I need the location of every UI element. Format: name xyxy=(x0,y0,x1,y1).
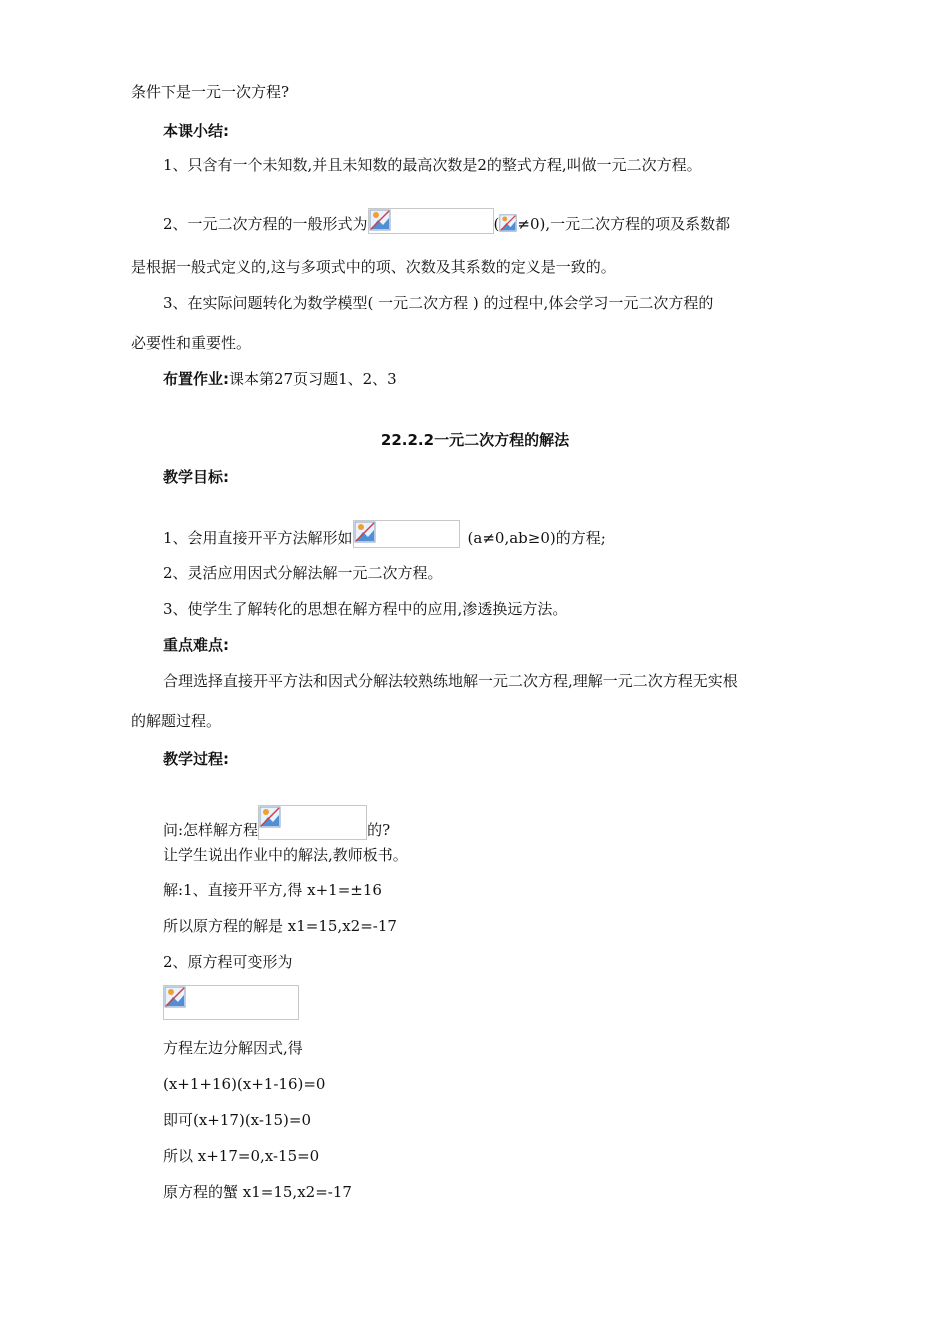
key-text: 合理选择直接开平方法和因式分解法较熟练地解一元二次方程,理解一元二次方程无实根 xyxy=(163,672,738,690)
process-heading: 教学过程: xyxy=(163,750,229,768)
broken-image-icon xyxy=(164,986,186,1008)
summary-point-2 xyxy=(163,208,730,234)
summary-point-2-rest: ≠0),一元二次方程的项及系数都 xyxy=(517,215,731,233)
factor-expression: (x+1+16)(x+1-16)=0 xyxy=(163,1075,326,1093)
solution-result-1: 所以原方程的解是 x1=15,x2=-17 xyxy=(163,917,397,935)
transformed-equation-wrapper xyxy=(163,985,299,1020)
question-line xyxy=(163,805,390,840)
step-instruction: 让学生说出作业中的解法,教师板书。 xyxy=(163,846,408,864)
broken-image-icon xyxy=(499,214,517,232)
broken-image-icon xyxy=(354,521,376,543)
question-suffix: 的? xyxy=(367,821,391,839)
homework-line xyxy=(163,369,397,389)
section-title: 22.2.2一元二次方程的解法 xyxy=(380,431,570,449)
key-text-continuation: 的解题过程。 xyxy=(131,712,222,730)
continuation-text: 条件下是一元一次方程? xyxy=(131,83,290,101)
goal-2: 2、灵活应用因式分解法解一元二次方程。 xyxy=(163,564,443,582)
solution-step-1: 解:1、直接开平方,得 x+1=±16 xyxy=(163,881,382,899)
factor-step: 方程左边分解因式,得 xyxy=(163,1039,303,1057)
coefficient-a-image xyxy=(499,214,517,232)
broken-image-icon xyxy=(369,209,391,231)
transformed-equation-image xyxy=(163,985,299,1020)
broken-image-icon xyxy=(259,806,281,828)
goals-heading: 教学目标: xyxy=(163,468,229,486)
factor-simplified: 即可(x+17)(x-15)=0 xyxy=(163,1111,311,1129)
general-form-formula-image xyxy=(368,208,494,234)
summary-point-2-text: 2、一元二次方程的一般形式为 xyxy=(163,215,368,233)
goal-1-text: 1、会用直接开平方法解形如 xyxy=(163,529,353,547)
homework-label: 布置作业: xyxy=(163,370,229,388)
summary-heading: 本课小结: xyxy=(163,122,229,140)
question-equation-image xyxy=(258,805,367,840)
goal-1 xyxy=(163,520,606,548)
question-text: 问:怎样解方程 xyxy=(163,821,259,839)
solution-step-2: 2、原方程可变形为 xyxy=(163,953,293,971)
summary-point-3: 3、在实际问题转化为数学模型( 一元二次方程 ) 的过程中,体会学习一元二次方程的 xyxy=(163,294,714,312)
summary-point-3-continuation: 必要性和重要性。 xyxy=(131,334,252,352)
form-equation-image xyxy=(353,520,460,548)
homework-text: 课本第27页习题1、2、3 xyxy=(229,370,397,388)
summary-point-2-paren: ( xyxy=(493,215,500,233)
factor-zero: 所以 x+17=0,x-15=0 xyxy=(163,1147,320,1165)
summary-point-2-continuation: 是根据一般式定义的,这与多项式中的项、次数及其系数的定义是一致的。 xyxy=(131,258,616,276)
goal-3: 3、使学生了解转化的思想在解方程中的应用,渗透换远方法。 xyxy=(163,600,568,618)
summary-point-1: 1、只含有一个未知数,并且未知数的最高次数是2的整式方程,叫做一元二次方程。 xyxy=(163,156,702,174)
goal-1-condition: (a≠0,ab≥0)的方程; xyxy=(467,529,606,547)
key-heading: 重点难点: xyxy=(163,636,229,654)
final-solution: 原方程的蟹 x1=15,x2=-17 xyxy=(163,1183,352,1201)
